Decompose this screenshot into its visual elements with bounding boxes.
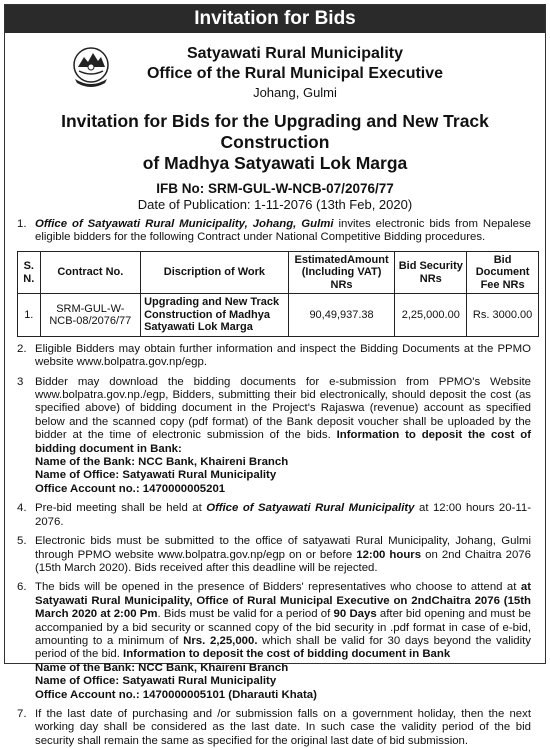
clause-number: 6.: [17, 581, 27, 594]
clause-3: [17, 376, 531, 497]
title-line-1: Invitation for Bids for the Upgrading and New Track Construction: [61, 111, 489, 152]
clause-number: 1.: [17, 218, 27, 230]
org-location: Johang, Gulmi: [253, 85, 337, 100]
clause-number: 5.: [17, 535, 27, 548]
clause-number: 7.: [17, 707, 27, 720]
account-number: Office Account no.: 1470000005101 (Dharauti Khata): [35, 688, 317, 701]
deadline-time: 12:00 hours: [356, 548, 422, 561]
cell-work: Upgrading and New Track Construction of Madhya Satyawati Lok Marga: [141, 294, 289, 337]
opening-venue: at Satyawati Rural Municipality, Office of Rural Municipal Executive on 2ndChaitra 2076 (15th March 2020 at 2:00 Pm: [35, 581, 531, 621]
clause-2: [17, 343, 531, 370]
clause-4: 4. Pre-bid meeting shall be held at Office of Satyawati Rural Municipality at 12:00 hours 20-11-2076.: [17, 502, 531, 528]
ifb-number: IFB No: SRM-GUL-W-NCB-07/2076/77: [156, 181, 394, 196]
clause-1: [17, 218, 531, 245]
security-amount: Nrs. 2,25,000.: [183, 634, 258, 647]
clause-text: Bidder may download the bidding documents for e-submission from PPMO's Website www.bolpatra.gov.np./egp, Bidders, submitting their bid electronically, should deposit the cost (as specified above) of bidding document in the Project's Rajaswa (revenue) account as specified below and the scanned copy (pdf format) of the Bank deposit voucher shall be uploaded by the bidder at the time of electronic submission of the bids.: [35, 375, 531, 442]
office-name: Office of Satyawati Rural Municipality, Johang, Gulmi: [35, 218, 334, 230]
notice-body: [5, 218, 545, 748]
clause-text: If the last date of purchasing and /or submission falls on a government holiday, then the next working day shall be considered as the last date. In such case the validity period of the bid security shall remain the same as specified for the original last date of bid submission.: [35, 707, 531, 747]
clause-number: 4.: [17, 502, 27, 515]
office-name-line: Name of Office: Satyawati Rural Municipality: [35, 469, 277, 482]
header: [5, 33, 545, 100]
deposit-info-heading: Information to deposit the cost of bidding document in Bank:: [35, 429, 531, 455]
publication-date: Date of Publication: 1-11-2076 (13th Feb, 2020): [137, 197, 413, 212]
bank-name: Name of the Bank: NCC Bank, Khaireni Branch: [35, 661, 289, 674]
org-name: Satyawati Rural Municipality: [186, 45, 404, 62]
meeting-venue: Office of Satyawati Rural Municipality: [206, 502, 415, 515]
contract-table: [17, 251, 539, 337]
clause-number: 2.: [17, 342, 27, 355]
table-row: [18, 294, 539, 337]
bank-name: Name of the Bank: NCC Bank, Khaireni Branch: [35, 456, 289, 469]
clause-6: 6. The bids will be opened in the presence of Bidders' representatives who choose to attend at at Satyawati Rural Municipality, Office of Rural Municipal Executive on 2ndChaitra 2076 (15th March 2020 at 2:00 Pm. Bids must be valid for a period of 90 Days after bid opening and must be accompanied by a bid security or scanned copy of the bid security in .pdf format in case of e-bid, amounting to a minimum of Nrs. 2,25,000. which shall be valid for 30 days beyond the validity period of the bid. Information to deposit the cost of bidding document in Bank Name of the Bank: NCC Bank, Khaireni Branch Name of Office: Satyawati Rural Municipality Office Account no.: 1470000005101 (Dharauti Khata): [17, 581, 531, 701]
validity-days: 90 Days: [333, 608, 377, 621]
header-security: Bid Security NRs: [395, 251, 467, 294]
clause-7: [17, 708, 531, 748]
clause-5: 5. Electronic bids must be submitted to the office of satyawati Rural Municipality, Johang, Gulmi through PPMO website www.bolpatra.gov.np/egp on or before 12:00 hours on 2nd Chaitra 2076 (15th March 2020). Bids received after this deadline will be rejected.: [17, 535, 531, 574]
notice: [4, 4, 546, 747]
cell-security: 2,25,000.00: [395, 294, 467, 337]
header-work: Discription of Work: [141, 251, 289, 294]
cell-contract: SRM-GUL-W-NCB-08/2076/77: [40, 294, 141, 337]
header-sn: S. N.: [18, 251, 41, 294]
cell-sn: 1.: [18, 294, 41, 337]
table-header-row: [18, 251, 539, 294]
header-fee: Bid Document Fee NRs: [467, 251, 539, 294]
cell-amount: 90,49,937.38: [288, 294, 395, 337]
header-contract: Contract No.: [40, 251, 141, 294]
deposit-info-heading: Information to deposit the cost of bidding document in Bank: [123, 648, 451, 661]
header-amount: EstimatedAmount (Including VAT) NRs: [288, 251, 395, 294]
notice-title: [5, 111, 545, 174]
banner-title: Invitation for Bids: [5, 5, 545, 33]
clause-number: 3: [17, 375, 24, 388]
office-name-line: Name of Office: Satyawati Rural Municipality: [35, 675, 277, 688]
title-line-2: of Madhya Satyawati Lok Marga: [142, 153, 408, 173]
clause-text: invites electronic bids from Nepalese eligible bidders for the following Contract under National Competitive Bidding procedures.: [35, 218, 531, 244]
cell-fee: Rs. 3000.00: [467, 294, 539, 337]
account-number: Office Account no.: 1470000005201: [35, 482, 226, 495]
clause-text: Eligible Bidders may obtain further information and inspect the Bidding Documents at the PPMO website www.bolpatra.gov.np/egp.: [35, 342, 531, 369]
org-office: Office of the Rural Municipal Executive: [146, 65, 444, 82]
